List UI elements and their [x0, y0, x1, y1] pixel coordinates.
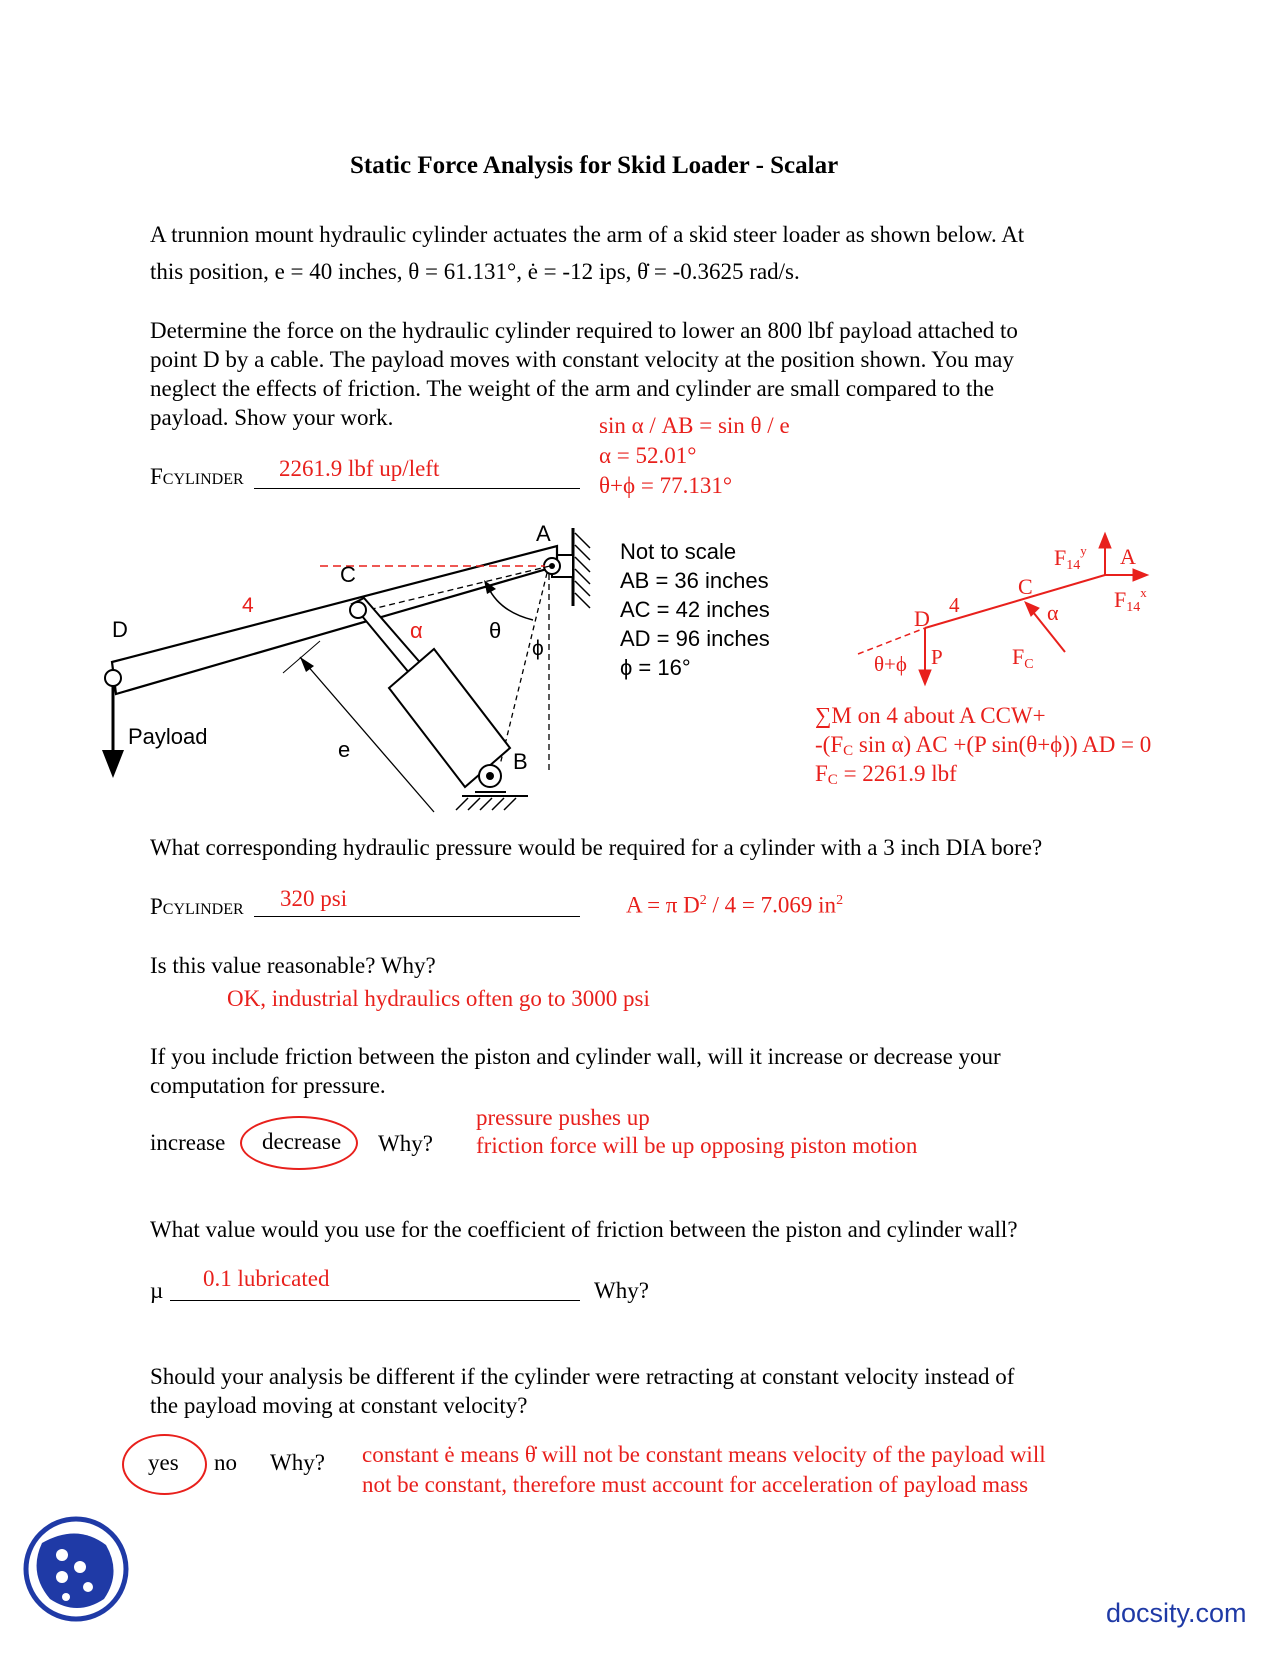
label-link-4: 4: [242, 594, 254, 617]
fbd-label-alpha: α: [1047, 600, 1059, 625]
retract-answer-2: not be constant, therefore must account for acceleration of payload mass: [362, 1472, 1029, 1497]
problem-line-4: payload. Show your work.: [150, 405, 394, 430]
friction-answer-1: pressure pushes up: [476, 1105, 650, 1130]
coef-question: What value would you use for the coefficient of friction between the piston and cylinder wall?: [150, 1217, 1018, 1242]
p-cylinder-label: PCYLINDER: [150, 894, 244, 919]
fbd-label-D: D: [914, 606, 930, 631]
retract-why: Why?: [270, 1450, 325, 1475]
p-cylinder-answer-line: [254, 916, 580, 917]
label-theta: θ: [489, 618, 502, 643]
retract-answer-1: constant ė means θ̇ will not be constant means velocity of the payload will: [362, 1442, 1046, 1467]
mu-label: µ: [150, 1278, 164, 1303]
fbd-label-angle: θ+ϕ: [874, 652, 907, 676]
intro-line-1: A trunnion mount hydraulic cylinder actuates the arm of a skid steer loader as shown below. At: [150, 222, 1025, 247]
intro-line-2: this position, e = 40 inches, θ = 61.131°, ė = -12 ips, θ̇ = -0.3625 rad/s.: [150, 259, 800, 284]
fbd-label-P: P: [931, 645, 943, 669]
label-A: A: [536, 521, 551, 546]
note-ac: AC = 42 inches: [620, 597, 770, 622]
label-payload: Payload: [128, 724, 208, 749]
docsity-watermark: docsity.com: [1106, 1598, 1247, 1628]
label-e: e: [338, 737, 351, 762]
area-calc: A = π $D^2 / 4 = 7.069$ $in^2$: [626, 892, 844, 918]
choice-no: no: [214, 1450, 237, 1475]
fbd-label-Fc: FC: [1012, 644, 1034, 672]
choice-increase: increase: [150, 1130, 226, 1155]
label-D: D: [112, 617, 128, 642]
calc-sin-alpha: sin α / AB = sin θ / e: [599, 413, 790, 438]
moment-line-1: ∑M on 4 about A CCW+: [815, 703, 1046, 728]
mu-answer: 0.1 lubricated: [203, 1266, 330, 1291]
note-phi: ϕ = 16°: [620, 655, 691, 680]
page-title: Static Force Analysis for Skid Loader - Scalar: [350, 152, 839, 179]
fbd-label-4: 4: [949, 593, 960, 617]
fbd-F14y: F14$^y$: [1054, 543, 1087, 573]
reasonable-answer: OK, industrial hydraulics often go to 3000 psi: [227, 986, 650, 1011]
pressure-question: What corresponding hydraulic pressure would be required for a cylinder with a 3 inch DIA bore?: [150, 835, 1043, 860]
docsity-logo-icon: [22, 1515, 130, 1623]
choice-yes: yes: [148, 1450, 179, 1475]
calc-theta-phi: θ+ϕ = 77.131°: [599, 473, 733, 498]
free-body-diagram: [0, 0, 1280, 700]
p-cylinder-answer: 320 psi: [280, 886, 348, 911]
f-cylinder-answer: 2261.9 lbf up/left: [279, 456, 440, 481]
label-B: B: [513, 749, 528, 774]
choice-decrease: decrease: [262, 1129, 342, 1154]
friction-answer-2: friction force will be up opposing piston motion: [476, 1133, 918, 1158]
reasonable-question: Is this value reasonable? Why?: [150, 953, 436, 978]
friction-question-1: If you include friction between the piston and cylinder wall, will it increase or decrease your: [150, 1044, 1001, 1069]
mu-answer-line: [170, 1300, 580, 1301]
problem-line-3: neglect the effects of friction. The weight of the arm and cylinder are small compared to the: [150, 376, 995, 401]
retract-question-2: the payload moving at constant velocity?: [150, 1393, 528, 1418]
label-alpha: α: [410, 618, 423, 643]
label-phi: ϕ: [532, 637, 544, 660]
moment-line-3: $F_C = 2261.9$ lbf: [815, 761, 957, 788]
fbd-F14x: F14$^x$: [1114, 585, 1147, 615]
moment-line-2: $-(F_C$ sin α) AC +(P sin(θ+ϕ)) AD = 0: [815, 732, 1152, 759]
mu-why: Why?: [594, 1278, 649, 1303]
retract-question-1: Should your analysis be different if the cylinder were retracting at constant velocity instead of: [150, 1364, 1015, 1389]
friction-why: Why?: [378, 1131, 433, 1156]
note-not-to-scale: Not to scale: [620, 539, 737, 564]
calc-alpha: α = 52.01°: [599, 443, 697, 468]
problem-line-2: point D by a cable. The payload moves with constant velocity at the position shown. You may: [150, 347, 1014, 372]
label-C: C: [340, 562, 356, 587]
f-cylinder-label: FCYLINDER: [150, 464, 244, 489]
note-ab: AB = 36 inches: [620, 568, 769, 593]
fbd-label-A: A: [1120, 544, 1136, 569]
friction-question-2: computation for pressure.: [150, 1073, 386, 1098]
note-ad: AD = 96 inches: [620, 626, 770, 651]
problem-line-1: Determine the force on the hydraulic cylinder required to lower an 800 lbf payload attached to: [150, 318, 1018, 343]
fbd-label-C: C: [1018, 574, 1033, 599]
